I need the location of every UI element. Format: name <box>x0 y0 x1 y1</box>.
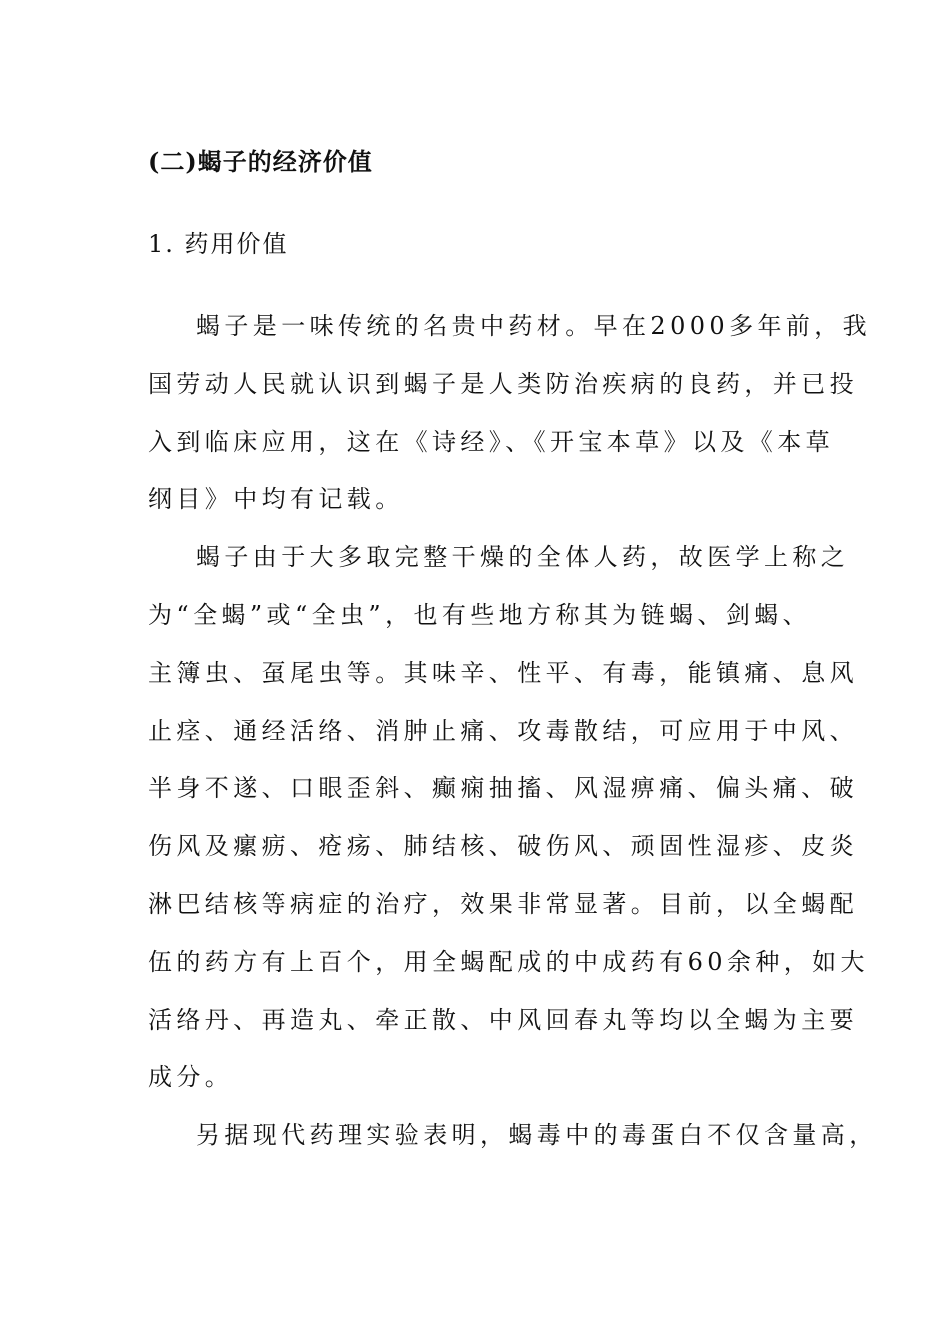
text-line: 伤风及瘰疬、疮疡、肺结核、破伤风、顽固性湿疹、皮炎 <box>148 832 858 861</box>
text-line: 半身不遂、口眼歪斜、癫痫抽搐、风湿痹痛、偏头痛、破 <box>148 774 858 803</box>
text-line: 蝎子由于大多取完整干燥的全体人药，故医学上称之 <box>196 543 850 572</box>
text-line: 入到临床应用，这在《诗经》、《开宝本草》以及《本草 <box>148 427 834 456</box>
text-line: 为“全蝎”或“全虫”，也有些地方称其为链蝎、剑蝎、 <box>148 600 812 629</box>
text-line: 另据现代药理实验表明，蝎毒中的毒蛋白不仅含量高， <box>196 1121 878 1150</box>
text-line: 主簿虫、虿尾虫等。其味辛、性平、有毒，能镇痛、息风 <box>148 658 858 687</box>
text-line: 活络丹、再造丸、牵正散、中风回春丸等均以全蝎为主要 <box>148 1005 858 1034</box>
text-line: 纲目》中均有记载。 <box>148 485 404 514</box>
subsection-heading: 1. 药用价值 <box>148 230 289 258</box>
text-line: 伍的药方有上百个，用全蝎配成的中成药有60余种，如大 <box>148 947 869 976</box>
text-line: 成分。 <box>148 1063 234 1092</box>
text-line: 国劳动人民就认识到蝎子是人类防治疾病的良药，并已投 <box>148 369 858 398</box>
body-text <box>148 298 878 1165</box>
text-line: 蝎子是一味传统的名贵中药材。早在2000多年前，我 <box>196 312 872 340</box>
text-line: 淋巴结核等病症的治疗，效果非常显著。目前，以全蝎配 <box>148 889 858 918</box>
section-heading: (二)蝎子的经济价值 <box>148 147 373 176</box>
text-line: 止痉、通经活络、消肿止痛、攻毒散结，可应用于中风、 <box>148 716 858 745</box>
